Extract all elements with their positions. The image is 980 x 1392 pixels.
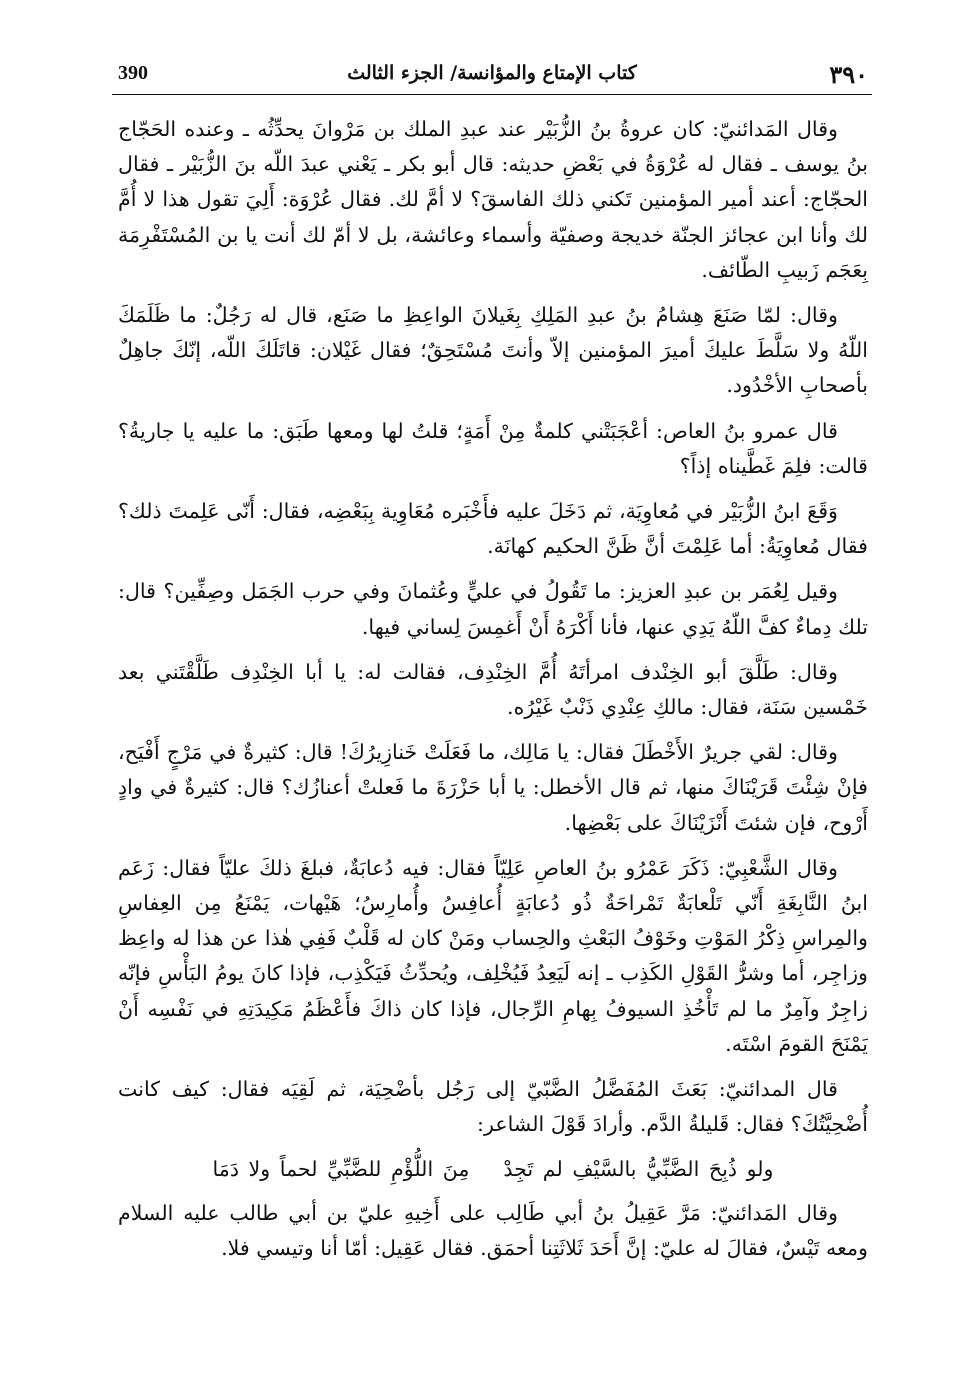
paragraph: وقال: طَلَّقَ أبو الخِنْدف امرأتَهُ أُمَّ الخِنْدِف، فقالت له: يا أبا الخِنْدِف طَلَّقْتَني بعد خَمْسين سَنَة، فقال: مالكِ عِنْدِي ذَنْبٌ غَيْرُه. [118, 659, 868, 720]
paragraph: وقال: لقي جريرٌ الأَخْطَلَ فقال: يا مَالِك، ما فَعَلَتْ خَنازِيرُكَ! قال: كثيرةٌ في مَرْجٍ أَفْيَح، فإنْ شِئْتَ قَرَيْنَاكَ منها، ثم قال الأخطل: يا أبا حَزْرَةَ ما فَعلتْ أعنازُك؟ قال: كثيرةٌ في وادٍ أَرْوح، فإن شئتَ أَنْزَيْنَاكَ على بَعْضِها. [118, 740, 868, 835]
paragraph: وقال المَدائنيّ: مَرَّ عَقِيلُ بنُ أبي طَالِب على أَخِيهِ عليّ بن أبي طالب عليه السلام ومعه تَيْسٌ، فقالَ له عليّ: إنَّ أَحَدَ ثَلاثَتِنا أحمَق. فقال عَقِيل: أمّا أنا وتيسي فلا. [118, 1200, 868, 1260]
verse-first-hemistich: ولو ذُبِحَ الضَّبِّيُّ بالسَّيْفِ لم تَجِدْ [503, 1157, 774, 1182]
poetry-verse [118, 1152, 868, 1187]
running-title: كتاب الإمتاع والمؤانسة/ الجزء الثالث [347, 62, 637, 84]
page-body [118, 112, 868, 1276]
paragraph: وقال المَدائنيّ: كان عروةُ بنُ الزُّبَيْر عند عبدِ الملك بن مَرْوانَ يحدِّثُه ـ وعنده الحَجّاج بنُ يوسف ـ فقال له عُرْوَةُ في بَعْضِ حديثه: قال أبو بكر ـ يَعْني عبدَ اللّه بنَ الزُّبَيْر ـ فقال الحجّاج: أعند أمير المؤمنين تَكني ذلك الفاسقَ؟ لا أمَّ لك. فقال عُرْوَة: أَلِيَ تقول هذا لا أُمَّ لك وأنا ابن عجائز الجنّة خديجة وصفيّة وأسماء وعائشة، بل لا أمّ لك أنت يا بن المُسْتَفْرِمَة بِعَجَم زَبيبِ الطّائف. [118, 117, 868, 282]
paragraph: قال عمرو بنُ العاص: أعْجَبَتْني كلمةٌ مِنْ أَمَةٍ؛ قلتُ لها ومعها طَبَق: ما عليه يا جاريةُ؟ قالت: فلِمَ غَطَّيناه إذاً؟ [118, 418, 868, 478]
verse-second-hemistich: مِنَ اللُّؤْمِ للضَّبِّيِّ لحماً ولا دَمَا [212, 1157, 470, 1182]
paragraph: قال المدائنيّ: بَعَثَ المُفَضَّلُ الضَّبّيّ إلى رَجُل بأضْحِيَة، ثم لَقِيَه فقال: كيف كانت أُضْحِيَّتُكَ؟ فقال: قَليلةُ الدَّم. وأرادَ قَوْلَ الشاعر: [118, 1077, 868, 1137]
paragraph: وقال الشَّعْبِيّ: ذَكَرَ عَمْرُو بنُ العاصِ عَلِيّاً فقال: فيه دُعابَةٌ، فبلغَ ذلكَ عليّاً فقال: زَعَم ابنُ النَّابِغَةِ أَنّي تَلْعابَةٌ تَمْراحَةٌ ذُو دُعابَةٍ أُعافِسُ وأُمارِسُ؛ هَيْهات، يَمْنَعُ مِن العِفاسِ والمِراسِ ذِكْرُ المَوْتِ وخَوْفُ البَعْثِ والحِساب ومَنْ كان له قَلْبٌ فَفِي هٰذا عن هذا له واعِظ وزاجِر، أما وشرُّ القَوْلِ الكَذِب ـ إنه لَيَعِدُ فَيُخْلِف، ويُحدِّثُ فَيَكْذِب، فإذا كانَ يومُ البَأْسِ فإنّه زاجِرٌ وآمِرٌ ما لم تَأْخُذِ السيوفُ بِهامِ الرِّجال، فإذا كان ذاكَ فأَعْظَمُ مَكِيدَتِهِ في نَفْسِه أَنْ يَمْنَحَ القومَ اسْتَه. [118, 855, 868, 1056]
paragraph: وقال: لمّا صَنَعَ هِشامُ بنُ عبدِ المَلِكِ بِغَيلانَ الواعِظِ ما صَنَع، قال له رَجُلٌ: ما ظَلَمَكَ اللّهُ ولا سَلَّطَ عليكَ أميرَ المؤمنين إلاّ وأنتَ مُسْتَحِقٌ؛ فقال غَيْلان: قاتَلَكَ اللّه، إنّكَ جاهِلٌ بأصحابِ الأخْدُود. [118, 303, 868, 398]
page-number-arabic: ٣٩٠ [829, 60, 868, 89]
page-header [112, 58, 872, 95]
page-number-latin: 390 [118, 62, 148, 84]
paragraph: وَقَعَ ابنُ الزُّبَيْر في مُعاوِيَة، ثم دَخَلَ عليه فأَخْبَره مُعَاوِية بِبَعْضِه، فقال: أَنّى عَلِمتَ ذلك؟ فقال مُعاوِيَةُ: أما عَلِمْتَ أنَّ ظَنَّ الحكيم كهانَة. [118, 499, 868, 559]
paragraph: وقيل لِعُمَر بن عبدِ العزيز: ما تَقُولُ في عليٍّ وعُثمانَ وفي حرب الجَمَل وصِفِّين؟ قال: تلك دِماءٌ كفَّ اللّهُ يَدِي عنها، فأنا أَكْرَهُ أَنْ أَغمِسَ لِساني فيها. [118, 579, 868, 639]
